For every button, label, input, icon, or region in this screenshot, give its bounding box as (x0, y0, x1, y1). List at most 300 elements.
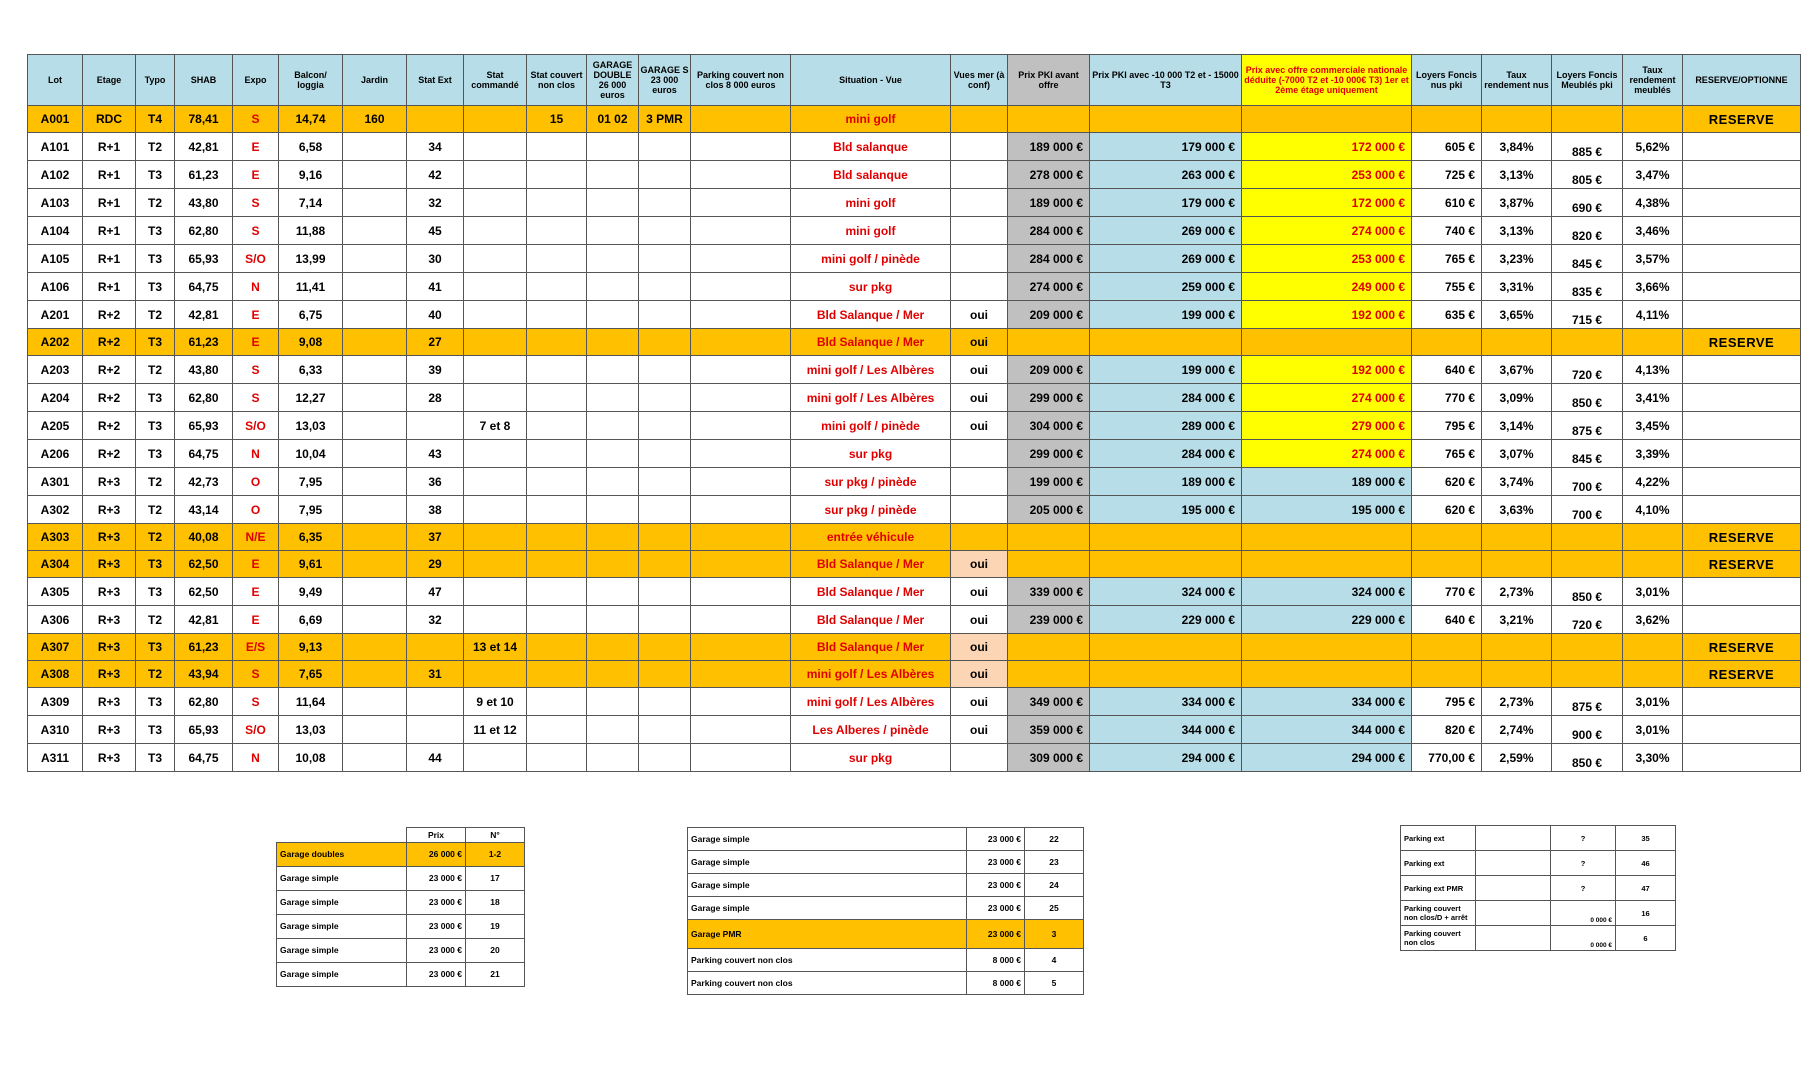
cell-balcon: 11,88 (279, 217, 343, 245)
cell-reserve (1683, 273, 1801, 301)
cell-garage-simple (639, 551, 691, 578)
cell-jardin (343, 273, 407, 301)
cell-stat-ext: 28 (407, 384, 464, 412)
cell-loyer-meuble: 700 € (1552, 468, 1623, 496)
table-row (28, 384, 1801, 412)
garages-header-num: N° (466, 828, 525, 843)
cell-taux-meuble: 3,47% (1623, 161, 1683, 189)
cell-loyer-meuble: 850 € (1552, 384, 1623, 412)
cell-situation: mini golf / Les Albères (791, 356, 951, 384)
cell-prix-avant: 209 000 € (1008, 301, 1090, 329)
cell-vue-mer: oui (951, 634, 1008, 661)
col-loyer-nu: Loyers Foncis nus pki (1412, 55, 1482, 106)
cell-taux-meuble: 3,30% (1623, 744, 1683, 772)
cell-situation: Les Alberes / pinède (791, 716, 951, 744)
cell-taux-nu: 3,13% (1482, 217, 1552, 245)
cell-stat-cov (527, 189, 587, 217)
cell-parking (691, 688, 791, 716)
item-price: 8 000 € (967, 972, 1025, 995)
item-price: 23 000 € (967, 851, 1025, 874)
cell-taux-meuble: 4,10% (1623, 496, 1683, 524)
cell-lot: A203 (28, 356, 83, 384)
cell-situation: mini golf / pinède (791, 412, 951, 440)
cell-stat-cmd (464, 301, 527, 329)
cell-stat-ext (407, 688, 464, 716)
cell-reserve (1683, 189, 1801, 217)
cell-taux-nu: 3,31% (1482, 273, 1552, 301)
cell-loyer-nu: 765 € (1412, 245, 1482, 273)
cell-shab: 42,81 (175, 133, 233, 161)
cell-situation: Bld salanque (791, 133, 951, 161)
cell-prix-pki: 195 000 € (1090, 496, 1242, 524)
table-row (28, 245, 1801, 273)
list-item (277, 843, 525, 867)
cell-balcon: 7,14 (279, 189, 343, 217)
list-item (1401, 876, 1676, 901)
cell-stat-cmd (464, 468, 527, 496)
cell-prix-avant (1008, 661, 1090, 688)
cell-etage: R+1 (83, 161, 136, 189)
cell-balcon: 6,33 (279, 356, 343, 384)
item-price: ? (1551, 826, 1616, 851)
item-price: 23 000 € (407, 963, 466, 987)
cell-typo: T3 (136, 273, 175, 301)
cell-etage: R+3 (83, 661, 136, 688)
cell-lot: A307 (28, 634, 83, 661)
cell-shab: 42,81 (175, 301, 233, 329)
item-label: Garage simple (277, 963, 407, 987)
cell-stat-cov (527, 301, 587, 329)
cell-prix-avant: 299 000 € (1008, 440, 1090, 468)
cell-reserve (1683, 161, 1801, 189)
cell-situation: Bld Salanque / Mer (791, 329, 951, 356)
cell-vue-mer: oui (951, 356, 1008, 384)
list-item (1401, 926, 1676, 951)
cell-stat-ext (407, 716, 464, 744)
cell-vue-mer: oui (951, 412, 1008, 440)
cell-stat-cov (527, 412, 587, 440)
cell-expo: S/O (233, 412, 279, 440)
cell-vue-mer (951, 189, 1008, 217)
cell-loyer-meuble: 845 € (1552, 245, 1623, 273)
cell-situation: mini golf / Les Albères (791, 384, 951, 412)
cell-expo: N (233, 440, 279, 468)
list-item (277, 939, 525, 963)
item-number: 19 (466, 915, 525, 939)
cell-etage: R+2 (83, 440, 136, 468)
item-label: Parking ext (1401, 851, 1476, 876)
cell-prix-avant: 359 000 € (1008, 716, 1090, 744)
cell-taux-nu: 3,67% (1482, 356, 1552, 384)
cell-expo: E (233, 578, 279, 606)
cell-loyer-meuble: 690 € (1552, 189, 1623, 217)
item-number: 17 (466, 867, 525, 891)
cell-typo: T2 (136, 496, 175, 524)
cell-shab: 62,80 (175, 688, 233, 716)
cell-shab: 43,80 (175, 189, 233, 217)
cell-stat-ext: 32 (407, 606, 464, 634)
cell-vue-mer: oui (951, 606, 1008, 634)
cell-etage: R+3 (83, 688, 136, 716)
cell-balcon: 10,04 (279, 440, 343, 468)
cell-taux-meuble: 3,01% (1623, 578, 1683, 606)
cell-prix-offre: 324 000 € (1242, 578, 1412, 606)
cell-stat-ext: 42 (407, 161, 464, 189)
cell-taux-meuble: 4,38% (1623, 189, 1683, 217)
cell-parking (691, 133, 791, 161)
item-label: Parking ext PMR (1401, 876, 1476, 901)
cell-taux-nu (1482, 524, 1552, 551)
cell-loyer-nu: 770 € (1412, 578, 1482, 606)
cell-prix-avant (1008, 634, 1090, 661)
cell-shab: 43,94 (175, 661, 233, 688)
cell-loyer-meuble: 805 € (1552, 161, 1623, 189)
cell-taux-meuble (1623, 634, 1683, 661)
cell-lot: A304 (28, 551, 83, 578)
cell-stat-ext: 47 (407, 578, 464, 606)
cell-stat-cmd (464, 106, 527, 133)
table-row (28, 578, 1801, 606)
cell-prix-offre: 195 000 € (1242, 496, 1412, 524)
cell-typo: T2 (136, 661, 175, 688)
cell-expo: S/O (233, 716, 279, 744)
cell-expo: E (233, 329, 279, 356)
cell-stat-cmd (464, 496, 527, 524)
item-number: 3 (1025, 920, 1084, 949)
cell-balcon: 14,74 (279, 106, 343, 133)
cell-prix-pki: 189 000 € (1090, 468, 1242, 496)
cell-garage-simple (639, 217, 691, 245)
cell-etage: R+3 (83, 606, 136, 634)
cell-prix-avant: 239 000 € (1008, 606, 1090, 634)
cell-vue-mer: oui (951, 661, 1008, 688)
cell-jardin (343, 496, 407, 524)
cell-stat-cmd (464, 744, 527, 772)
cell-taux-nu (1482, 634, 1552, 661)
list-item (1401, 901, 1676, 926)
item-label: Parking couvert non clos (1401, 926, 1476, 951)
list-item (277, 867, 525, 891)
cell-shab: 61,23 (175, 161, 233, 189)
col-parking: Parking couvert non clos 8 000 euros (691, 55, 791, 106)
cell-taux-nu: 2,59% (1482, 744, 1552, 772)
cell-expo: E (233, 301, 279, 329)
cell-stat-ext: 44 (407, 744, 464, 772)
cell-garage-double (587, 273, 639, 301)
cell-stat-cov (527, 329, 587, 356)
cell-prix-offre: 274 000 € (1242, 384, 1412, 412)
cell-expo: E/S (233, 634, 279, 661)
cell-jardin (343, 688, 407, 716)
cell-prix-avant: 299 000 € (1008, 384, 1090, 412)
cell-taux-nu (1482, 661, 1552, 688)
item-label: Garage simple (277, 939, 407, 963)
cell-garage-simple (639, 578, 691, 606)
cell-shab: 62,80 (175, 384, 233, 412)
cell-vue-mer (951, 524, 1008, 551)
cell-reserve: RESERVE (1683, 106, 1801, 133)
cell-situation: Bld salanque (791, 161, 951, 189)
cell-situation: mini golf (791, 217, 951, 245)
cell-stat-cov (527, 440, 587, 468)
cell-prix-offre: 274 000 € (1242, 440, 1412, 468)
cell-loyer-meuble: 900 € (1552, 716, 1623, 744)
cell-prix-offre (1242, 329, 1412, 356)
col-etage: Etage (83, 55, 136, 106)
cell-situation: Bld Salanque / Mer (791, 578, 951, 606)
header-row (28, 55, 1801, 106)
cell-taux-nu: 3,21% (1482, 606, 1552, 634)
cell-balcon: 7,65 (279, 661, 343, 688)
cell-balcon: 9,61 (279, 551, 343, 578)
cell-loyer-meuble (1552, 524, 1623, 551)
cell-reserve (1683, 384, 1801, 412)
cell-stat-cov (527, 716, 587, 744)
cell-vue-mer (951, 245, 1008, 273)
cell-garage-double (587, 161, 639, 189)
cell-parking (691, 634, 791, 661)
table-row (28, 189, 1801, 217)
cell-expo: E (233, 133, 279, 161)
cell-prix-avant: 309 000 € (1008, 744, 1090, 772)
cell-etage: R+2 (83, 412, 136, 440)
cell-vue-mer: oui (951, 551, 1008, 578)
cell-loyer-nu (1412, 106, 1482, 133)
cell-etage: RDC (83, 106, 136, 133)
cell-prix-pki: 269 000 € (1090, 217, 1242, 245)
item-label: Garage simple (277, 891, 407, 915)
cell-shab: 65,93 (175, 412, 233, 440)
cell-taux-meuble: 4,22% (1623, 468, 1683, 496)
cell-lot: A204 (28, 384, 83, 412)
cell-stat-cov: 15 (527, 106, 587, 133)
cell-prix-pki: 284 000 € (1090, 384, 1242, 412)
list-item (277, 891, 525, 915)
item-price: ? (1551, 851, 1616, 876)
item-label: Parking couvert non clos/D + arrêt (1401, 901, 1476, 926)
cell-loyer-nu (1412, 634, 1482, 661)
cell-stat-cov (527, 744, 587, 772)
cell-shab: 62,80 (175, 217, 233, 245)
cell-etage: R+1 (83, 273, 136, 301)
cell-reserve (1683, 468, 1801, 496)
cell-stat-ext: 29 (407, 551, 464, 578)
cell-prix-pki: 179 000 € (1090, 133, 1242, 161)
cell-loyer-nu: 820 € (1412, 716, 1482, 744)
cell-parking (691, 329, 791, 356)
cell-etage: R+2 (83, 329, 136, 356)
list-item (688, 949, 1084, 972)
cell-lot: A202 (28, 329, 83, 356)
cell-stat-cmd: 11 et 12 (464, 716, 527, 744)
cell-garage-double (587, 578, 639, 606)
table-row (28, 412, 1801, 440)
cell-jardin (343, 744, 407, 772)
cell-loyer-meuble: 820 € (1552, 217, 1623, 245)
cell-stat-cov (527, 384, 587, 412)
item-price: 26 000 € (407, 843, 466, 867)
cell-taux-meuble: 3,62% (1623, 606, 1683, 634)
item-price: 0 000 € (1551, 926, 1616, 951)
cell-etage: R+3 (83, 634, 136, 661)
cell-balcon: 6,35 (279, 524, 343, 551)
cell-prix-avant: 339 000 € (1008, 578, 1090, 606)
cell-prix-offre (1242, 634, 1412, 661)
cell-vue-mer (951, 744, 1008, 772)
table-row (28, 329, 1801, 356)
cell-prix-pki (1090, 106, 1242, 133)
cell-stat-cmd (464, 551, 527, 578)
cell-loyer-nu (1412, 661, 1482, 688)
table-row (28, 688, 1801, 716)
cell-stat-cmd (464, 133, 527, 161)
cell-loyer-meuble: 700 € (1552, 496, 1623, 524)
cell-reserve (1683, 688, 1801, 716)
cell-loyer-meuble: 715 € (1552, 301, 1623, 329)
cell-parking (691, 301, 791, 329)
cell-reserve (1683, 744, 1801, 772)
cell-prix-offre: 334 000 € (1242, 688, 1412, 716)
cell-lot: A309 (28, 688, 83, 716)
cell-stat-cov (527, 245, 587, 273)
cell-shab: 62,50 (175, 551, 233, 578)
cell-stat-cmd: 7 et 8 (464, 412, 527, 440)
cell-jardin (343, 606, 407, 634)
cell-balcon: 7,95 (279, 496, 343, 524)
cell-parking (691, 716, 791, 744)
cell-loyer-meuble: 720 € (1552, 606, 1623, 634)
cell-reserve: RESERVE (1683, 661, 1801, 688)
cell-vue-mer (951, 161, 1008, 189)
cell-shab: 40,08 (175, 524, 233, 551)
cell-vue-mer: oui (951, 384, 1008, 412)
cell-situation: sur pkg / pinède (791, 468, 951, 496)
item-price: 23 000 € (967, 897, 1025, 920)
cell-loyer-nu: 605 € (1412, 133, 1482, 161)
garages-header-prix: Prix (407, 828, 466, 843)
cell-garage-double (587, 634, 639, 661)
cell-prix-pki: 229 000 € (1090, 606, 1242, 634)
item-label: Garage doubles (277, 843, 407, 867)
cell-stat-cov (527, 551, 587, 578)
cell-prix-offre (1242, 551, 1412, 578)
item-number: 23 (1025, 851, 1084, 874)
cell-prix-pki (1090, 551, 1242, 578)
cell-parking (691, 217, 791, 245)
cell-stat-cmd (464, 161, 527, 189)
item-label: Parking couvert non clos (688, 949, 967, 972)
cell-reserve (1683, 412, 1801, 440)
cell-reserve (1683, 301, 1801, 329)
cell-typo: T3 (136, 412, 175, 440)
cell-garage-double (587, 301, 639, 329)
item-price: 8 000 € (967, 949, 1025, 972)
col-vue-mer: Vues mer (à conf) (951, 55, 1008, 106)
list-item (688, 897, 1084, 920)
item-number: 1-2 (466, 843, 525, 867)
cell-garage-double (587, 412, 639, 440)
cell-shab: 61,23 (175, 634, 233, 661)
cell-lot: A302 (28, 496, 83, 524)
cell-prix-avant: 284 000 € (1008, 217, 1090, 245)
cell-lot: A102 (28, 161, 83, 189)
cell-balcon: 11,64 (279, 688, 343, 716)
cell-expo: O (233, 496, 279, 524)
cell-balcon: 9,49 (279, 578, 343, 606)
cell-expo: S (233, 217, 279, 245)
col-prix-offre: Prix avec offre commerciale nationale déduite (-7000 T2 et -10 000€ T3) 1er et 2ème étage uniquement (1242, 55, 1412, 106)
cell-parking (691, 245, 791, 273)
cell-garage-double (587, 551, 639, 578)
cell-vue-mer: oui (951, 578, 1008, 606)
cell-stat-cov (527, 688, 587, 716)
cell-loyer-nu (1412, 329, 1482, 356)
cell-stat-cmd (464, 189, 527, 217)
cell-loyer-meuble: 720 € (1552, 356, 1623, 384)
cell-expo: E (233, 551, 279, 578)
table-row (28, 716, 1801, 744)
col-loyer-meuble: Loyers Foncis Meublés pki (1552, 55, 1623, 106)
item-number: 46 (1616, 851, 1676, 876)
cell-lot: A206 (28, 440, 83, 468)
cell-stat-cov (527, 217, 587, 245)
cell-taux-nu: 3,07% (1482, 440, 1552, 468)
col-shab: SHAB (175, 55, 233, 106)
cell-stat-cmd (464, 661, 527, 688)
cell-prix-avant: 205 000 € (1008, 496, 1090, 524)
cell-expo: S (233, 688, 279, 716)
cell-loyer-meuble (1552, 634, 1623, 661)
cell-parking (691, 744, 791, 772)
cell-stat-cmd (464, 384, 527, 412)
item-label: Garage simple (688, 897, 967, 920)
cell-prix-avant (1008, 106, 1090, 133)
cell-shab: 42,81 (175, 606, 233, 634)
cell-reserve (1683, 440, 1801, 468)
cell-situation: Bld Salanque / Mer (791, 551, 951, 578)
cell-loyer-nu: 635 € (1412, 301, 1482, 329)
col-stat-cov: Stat couvert non clos (527, 55, 587, 106)
cell-taux-meuble: 3,46% (1623, 217, 1683, 245)
cell-typo: T3 (136, 217, 175, 245)
item-price: 23 000 € (407, 867, 466, 891)
cell-shab: 78,41 (175, 106, 233, 133)
cell-loyer-nu: 755 € (1412, 273, 1482, 301)
cell-prix-pki: 324 000 € (1090, 578, 1242, 606)
item-number: 47 (1616, 876, 1676, 901)
cell-taux-nu: 3,14% (1482, 412, 1552, 440)
cell-etage: R+3 (83, 496, 136, 524)
cell-stat-ext: 27 (407, 329, 464, 356)
cell-stat-ext: 32 (407, 189, 464, 217)
cell-jardin (343, 384, 407, 412)
cell-situation: mini golf (791, 106, 951, 133)
cell-situation: Bld Salanque / Mer (791, 606, 951, 634)
cell-stat-ext: 30 (407, 245, 464, 273)
cell-garage-simple (639, 468, 691, 496)
cell-jardin: 160 (343, 106, 407, 133)
col-prix-pki: Prix PKI avec -10 000 T2 et - 15000 T3 (1090, 55, 1242, 106)
cell-taux-nu: 3,87% (1482, 189, 1552, 217)
cell-loyer-nu (1412, 551, 1482, 578)
cell-loyer-nu (1412, 524, 1482, 551)
cell-shab: 64,75 (175, 440, 233, 468)
cell-situation: Bld Salanque / Mer (791, 301, 951, 329)
cell-balcon: 6,69 (279, 606, 343, 634)
cell-typo: T3 (136, 744, 175, 772)
cell-expo: N (233, 744, 279, 772)
cell-stat-cov (527, 161, 587, 189)
